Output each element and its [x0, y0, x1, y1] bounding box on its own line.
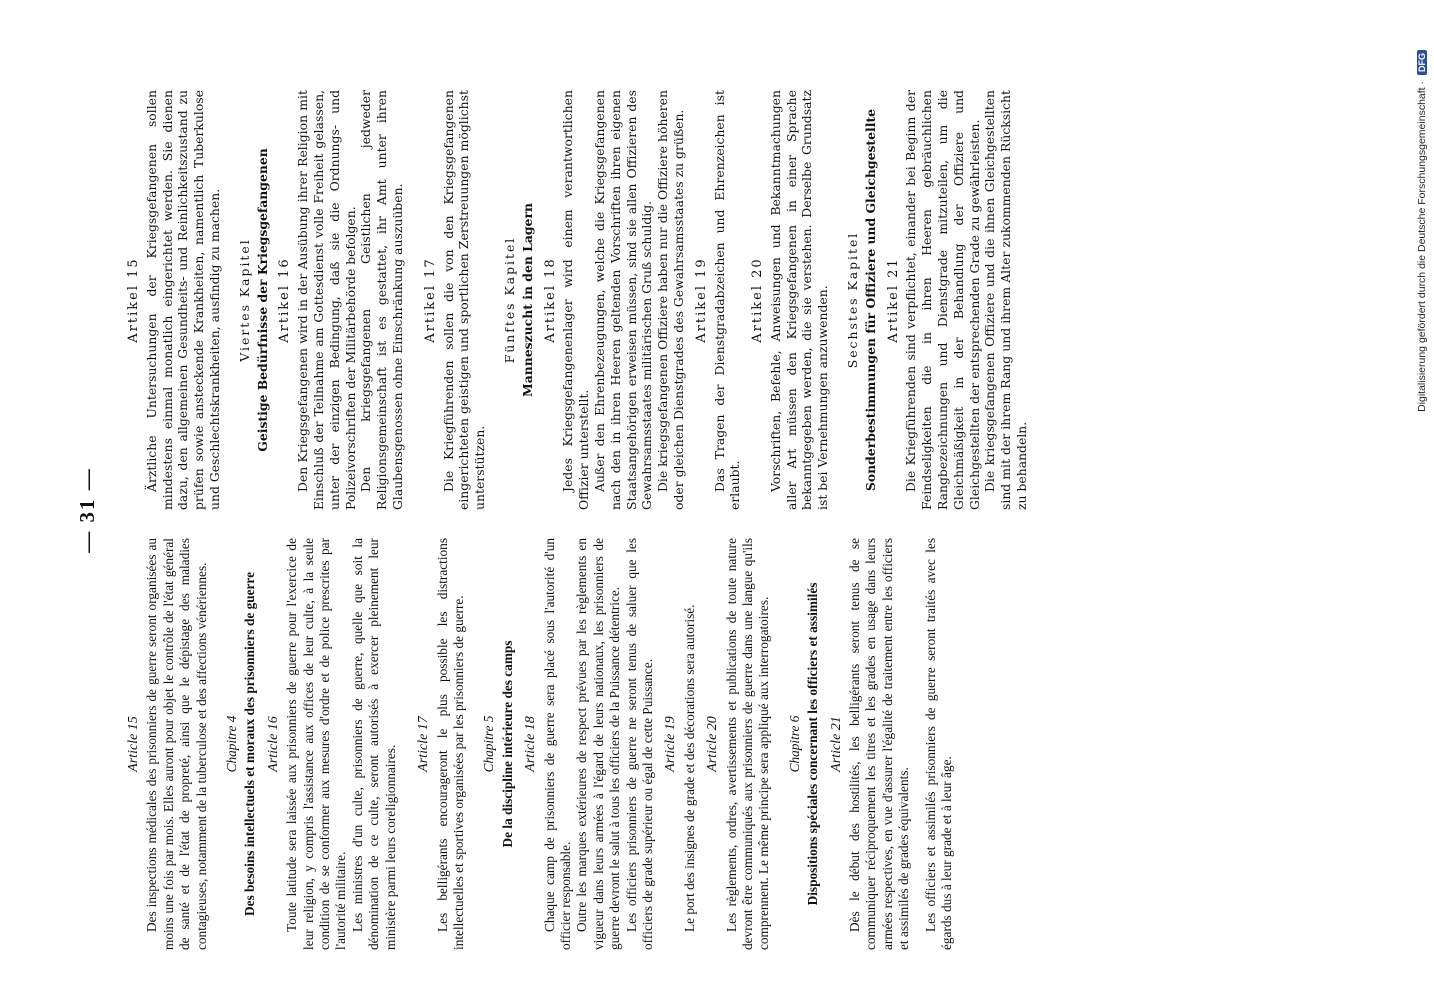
paragraph: Den kriegsgefangenen Geistlichen jedweder Religionsgemeinschaft ist es gestattet, ihr Amt unter ihren Glaubensgenossen ohne Einschränkung auszuüben. — [358, 90, 405, 510]
chapter-title: Geistige Bedürfnisse der Kriegsgefangenen — [254, 148, 270, 452]
page-number: — 31 — — [75, 467, 99, 553]
article-heading: Article 16 — [265, 716, 281, 772]
article-heading: Artikel 19 — [693, 257, 709, 343]
article-heading: Article 15 — [126, 716, 141, 772]
chapter-heading: Chapitre 6 — [786, 715, 802, 773]
article-heading: Article 21 — [828, 716, 844, 772]
paragraph: Des inspections médicales des prisonniers de guerre seront organisées au moins une fois par mois. Elles auront pour objet le contrôle de l'état général de santé et de l'état de propreté, ainsi que le dépistage des maladies contagieuses, notamment de la tuberculose et des affections vénériennes. — [144, 538, 209, 950]
paragraph: Chaque camp de prisonniers de guerre sera placé sous l'autorité d'un officier responsable. — [541, 538, 573, 950]
article-heading: Article 18 — [523, 716, 539, 772]
paragraph: Toute latitude sera laissée aux prisonniers de guerre pour l'exercice de leur religion, y compris l'assistance aux offices de leur culte, à la seule condition de se conformer aux mesures d'ordre et de police prescrites par l'autorité militaire. — [284, 538, 349, 950]
digitization-credit: Digitalisierung gefördert durch die Deutsche Forschungsgemeinschaft · — [1416, 81, 1428, 412]
article-heading: Artikel 20 — [750, 257, 766, 343]
paragraph: Die Kriegführenden sind verpflichtet, einander bei Beginn der Feindseligkeiten die in ihren Heeren gebräuchlichen Rangbezeichnungen und Dienstgrade mitzuteilen, um die Gleichmäßigkeit in der Behandlung der Offiziere und Gleichgestellten der entsprechenden Grade zu gewährleisten. — [903, 90, 982, 510]
paragraph: Outre les marques extérieures de respect prévues par les règlements en vigueur dans leurs armées à l'égard de leurs nationaux, les prisonniers de guerre devront le salut à tous les officiers de la Puissance détentrice. — [574, 538, 623, 950]
article-heading: Article 17 — [416, 716, 432, 772]
chapter-title: De la discipline intérieure des camps — [499, 640, 515, 848]
paragraph: Vorschriften, Befehle, Anweisungen und Bekanntmachungen aller Art müssen den Kriegsgefangenen in einer Sprache bekanntgegeben werden, die sie verstehen. Derselbe Grundsatz ist bei Vernehmungen anzuwenden. — [767, 90, 831, 510]
paragraph: Die kriegsgefangenen Offiziere haben nur die Offiziere höheren oder gleichen Dienstgrades des Gewahrsamsstaates zu grüßen. — [655, 90, 686, 510]
paragraph: Ärztliche Untersuchungen der Kriegsgefangenen sollen mindestens einmal monatlich eingerichtet werden. Sie dienen dazu, den allgemeinen Gesundheits- und Reinlichkeitszustand zu prüfen sowie ansteckende Krankheiten, namentlich Tuberkulose und Geschlechtskrankheiten, ausfindig zu machen. — [143, 90, 222, 510]
article-heading: Artikel 18 — [542, 257, 558, 343]
paragraph: Les officiers et assimilés prisonniers de guerre seront traités avec les égards dus à leur grade et à leur âge. — [922, 538, 955, 950]
paragraph: Die Kriegführenden sollen die von den Kriegsgefangenen eingerichteten geistigen und sportlichen Zerstreuungen möglichst unterstützen. — [440, 90, 488, 510]
article-heading: Artikel 16 — [277, 257, 293, 343]
chapter-heading: Chapitre 5 — [481, 715, 497, 773]
paragraph: Les belligérants encourageront le plus possible les distractions intellectuelles et sportives organisées par les prisonniers de guerre. — [434, 538, 466, 950]
rotated-text-block — [75, 70, 1305, 950]
paragraph: Dès le début des hostilités, les belligérants seront tenus de se communiquer réciproquement les titres et les grades en usage dans leurs armées respectives, en vue d'assurer l'égalité de traitement entre les officiers et assimilés de grades équivalents. — [847, 538, 912, 950]
article-heading: Artikel 21 — [885, 257, 901, 343]
chapter-title: Sonderbestimmungen für Offiziere und Gleichgestellte — [862, 108, 878, 492]
chapter-title: Dispositions spéciales concernant les officiers et assimilés — [805, 582, 821, 906]
paragraph: Außer den Ehrenbezeugungen, welche die Kriegsgefangenen nach den in ihren Heeren geltenden Vorschriften ihren eigenen Staatsangehörigen erweisen müssen, sind sie allen Offizieren des Gewahrsamsstaates militärischen Gruß schuldig. — [591, 90, 655, 510]
paragraph: Jedes Kriegsgefangenenlager wird einem verantwortlichen Offizier unterstellt. — [560, 90, 592, 510]
article-heading: Article 19 — [663, 716, 679, 772]
article-heading: Artikel 15 — [126, 257, 141, 343]
chapter-heading: Fünftes Kapitel — [501, 236, 517, 364]
dfg-logo: DFG — [1417, 50, 1427, 75]
paragraph: Die kriegsgefangenen Offiziere und die ihnen Gleichgestellten sind mit der ihrem Rang und ihrem Alter zukommenden Rücksicht zu behandeln. — [982, 90, 1030, 510]
german-column — [119, 90, 1305, 510]
chapter-title: Des besoins intellectuels et moraux des prisonniers de guerre — [242, 572, 258, 916]
paragraph: Das Tragen der Dienstgradabzeichen und Ehrenzeichen ist erlaubt. — [711, 90, 743, 510]
paragraph: Les ministres d'un culte, prisonniers de guerre, quelle que soit la dénomination de ce culte, seront autorisés à exercer pleinement leur ministère parmi leurs coreligionnaires. — [349, 538, 398, 950]
chapter-heading: Chapitre 4 — [224, 715, 240, 773]
paragraph: Den Kriegsgefangenen wird in der Ausübung ihrer Religion mit Einschluß der Teilnahme am Gottesdienst volle Freiheit gelassen, unter der einzigen Bedingung, daß sie die Ordnungs- und Polizeivorschriften der Militärbehörde befolgen. — [295, 90, 358, 510]
chapter-heading: Viertes Kapitel — [236, 238, 252, 362]
article-heading: Artikel 17 — [422, 257, 438, 343]
digitization-footer — [1414, 50, 1430, 930]
paragraph: Les officiers prisonniers de guerre ne seront tenus de saluer que les officiers de grade supérieur ou égal de cette Puissance. — [623, 538, 655, 950]
article-heading: Article 20 — [705, 716, 721, 772]
paragraph: Le port des insignes de grade et des décorations sera autorisé. — [681, 604, 697, 932]
french-column — [119, 538, 1305, 950]
chapter-heading: Sechstes Kapitel — [845, 231, 861, 369]
paragraph: Les règlements, ordres, avertissements et publications de toute nature devront être communiqués aux prisonniers de guerre dans une langue qu'ils comprennent. Le même principe sera appliqué aux interrogatoires. — [723, 538, 772, 950]
chapter-title: Manneszucht in den Lagern — [519, 203, 535, 397]
